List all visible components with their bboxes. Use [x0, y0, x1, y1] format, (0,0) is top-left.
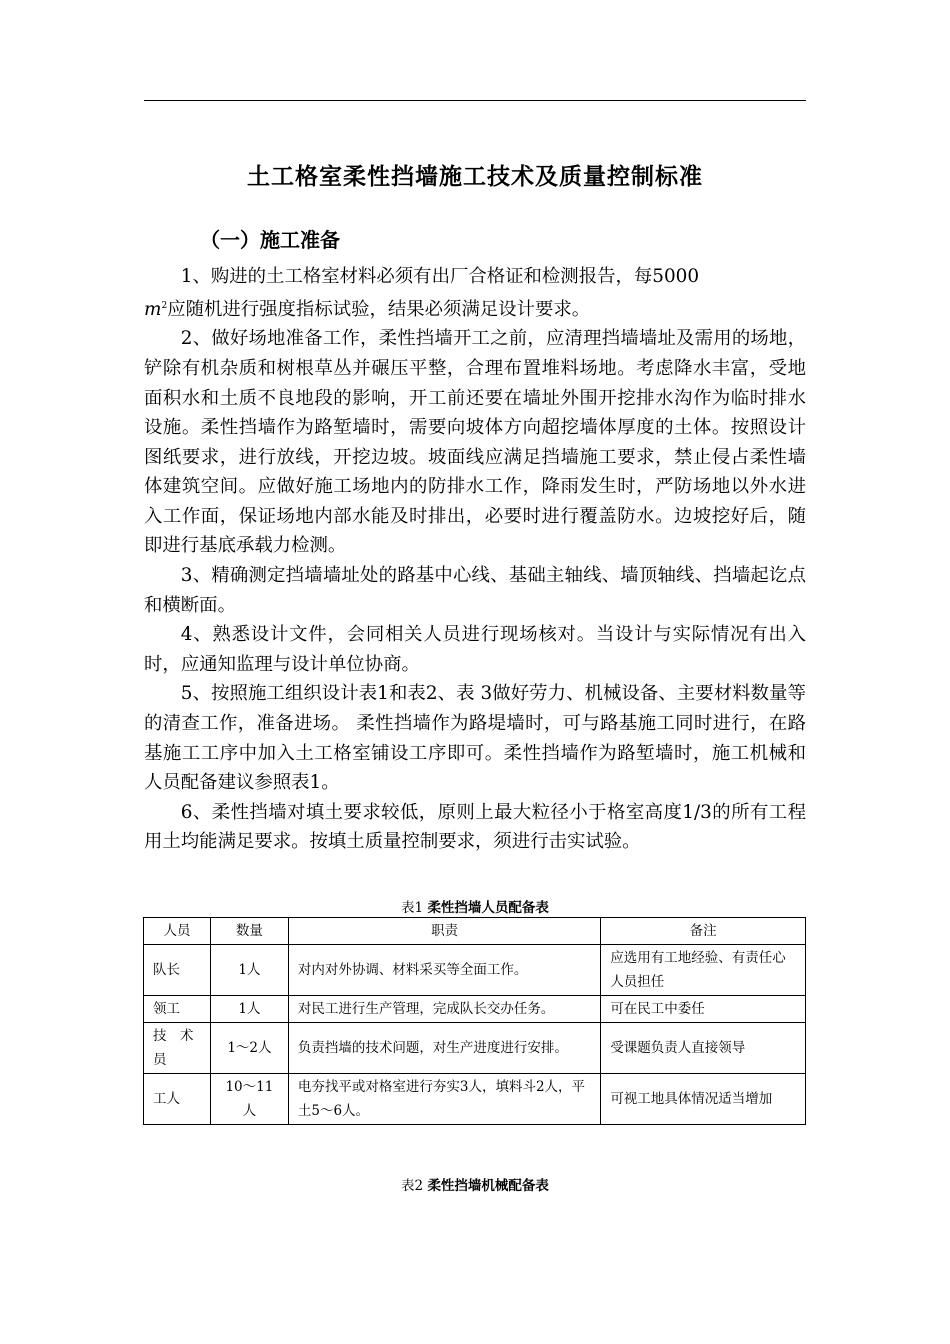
table-row — [144, 1023, 806, 1074]
cell-duty: 对内对外协调、材料采买等全面工作。 — [288, 945, 600, 996]
table-header-row — [144, 918, 806, 945]
cell-duty: 电夯找平或对格室进行夯实3人，填料斗2人，平土5～6人。 — [288, 1074, 600, 1125]
cell-note: 应选用有工地经验、有责任心人员担任 — [601, 945, 806, 996]
unit-symbol: m — [144, 298, 162, 320]
table-2-caption — [0, 1174, 950, 1194]
paragraph-3: 3、精确测定挡墙墙址处的路基中心线、基础主轴线、墙顶轴线、挡墙起讫点和横断面。 — [144, 565, 806, 616]
table-1-caption-number: 表1 — [401, 900, 424, 916]
paragraph-1-part-b: 应随机进行强度指标试验，结果必须满足设计要求。 — [167, 298, 591, 320]
cell-note: 可在民工中委任 — [601, 996, 806, 1023]
body-text — [144, 262, 806, 857]
table-row — [144, 996, 806, 1023]
unit-exponent: 2 — [161, 300, 168, 311]
table-2-caption-number: 表2 — [401, 1178, 424, 1194]
cell-role: 队长 — [144, 945, 211, 996]
header-role: 人员 — [144, 918, 211, 945]
table-1-caption-title: 柔性挡墙人员配备表 — [427, 900, 549, 916]
paragraph-4: 4、熟悉设计文件，会同相关人员进行现场核对。当设计与实际情况有出入时，应通知监理与设计单位协商。 — [144, 624, 806, 675]
paragraph-6: 6、柔性挡墙对填土要求较低，原则上最大粒径小于格室高度1/3的所有工程用土均能满足要求。按填土质量控制要求，须进行击实试验。 — [144, 801, 806, 853]
cell-duty: 对民工进行生产管理，完成队长交办任务。 — [288, 996, 600, 1023]
cell-count: 10～11人 — [210, 1074, 288, 1125]
paragraph-5: 5、按照施工组织设计表1和表2、表 3做好劳力、机械设备、主要材料数量等的清查工作，准备进场。 柔性挡墙作为路堤墙时，可与路基施工同时进行，在路基施工工序中加入土工格室铺设工序即可。柔性挡墙作为路堑墙时，施工机械和人员配备建议参照表1。 — [144, 683, 806, 794]
section-heading: （一）施工准备 — [200, 228, 340, 252]
cell-role: 领工 — [144, 996, 211, 1023]
paragraph-1 — [144, 262, 806, 324]
paragraph-1-part-a: 1、购进的土工格室材料必须有出厂合格证和检测报告，每5000 — [180, 266, 700, 287]
table-1-caption — [0, 896, 950, 916]
header-rule — [144, 100, 806, 101]
cell-duty: 负责挡墙的技术问题，对生产进度进行安排。 — [288, 1023, 600, 1074]
cell-role: 工人 — [144, 1074, 211, 1125]
table-2-caption-title: 柔性挡墙机械配备表 — [427, 1178, 549, 1194]
cell-note: 可视工地具体情况适当增加 — [601, 1074, 806, 1125]
header-duty: 职责 — [288, 918, 600, 945]
header-count: 数量 — [210, 918, 288, 945]
header-note: 备注 — [601, 918, 806, 945]
table-row — [144, 945, 806, 996]
staffing-table — [143, 917, 806, 1125]
document-title: 土工格室柔性挡墙施工技术及质量控制标准 — [247, 164, 703, 190]
cell-note: 受课题负责人直接领导 — [601, 1023, 806, 1074]
cell-role: 技 术员 — [144, 1023, 211, 1074]
cell-count: 1人 — [210, 996, 288, 1023]
table-row — [144, 1074, 806, 1125]
cell-count: 1人 — [210, 945, 288, 996]
cell-count: 1～2人 — [210, 1023, 288, 1074]
paragraph-2: 2、做好场地准备工作，柔性挡墙开工之前，应清理挡墙墙址及需用的场地，铲除有机杂质和树根草丛并碾压平整，合理布置堆料场地。考虑降水丰富，受地面积水和土质不良地段的影响，开工前还要在墙址外围开挖排水沟作为临时排水设施。柔性挡墙作为路堑墙时，需要向坡体方向超挖墙体厚度的土体。按照设计图纸要求，进行放线，开挖边坡。坡面线应满足挡墙施工要求，禁止侵占柔性墙体建筑空间。应做好施工场地内的防排水工作，降雨发生时，严防场地以外水进入工作面，保证场地内部水能及时排出，必要时进行覆盖防水。边坡挖好后，随即进行基底承载力检测。 — [144, 328, 806, 557]
